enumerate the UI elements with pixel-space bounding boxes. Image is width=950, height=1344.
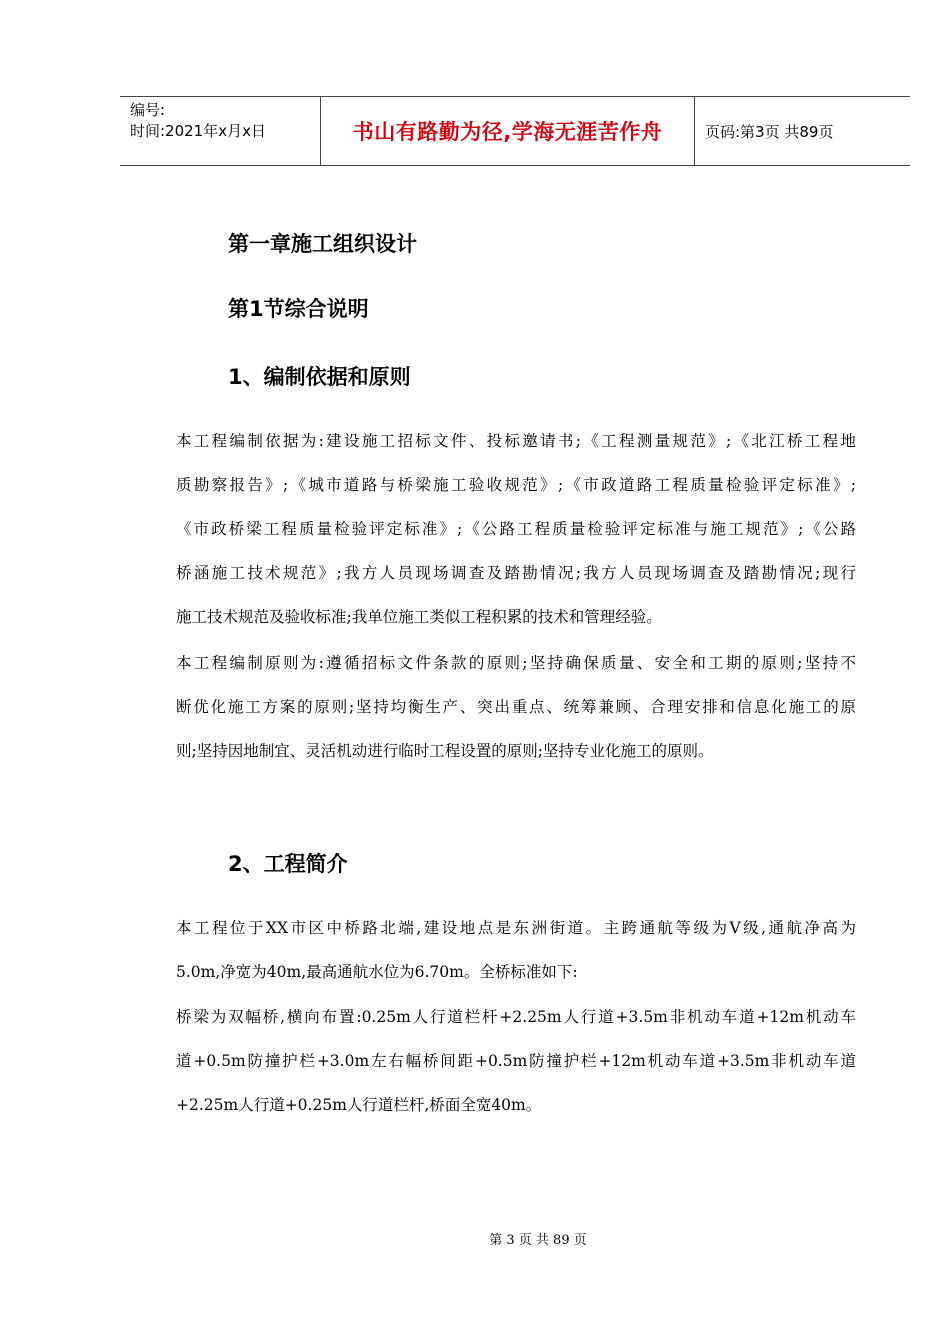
paragraph-principles (176, 641, 856, 773)
paragraph-overview (176, 906, 856, 994)
paragraph-line: 本工程位于XX市区中桥路北端,建设地点是东洲街道。主跨通航等级为V级,通航净高为 (176, 919, 856, 937)
paragraph-line: 5.0m,净宽为40m,最高通航水位为6.70m。全桥标准如下: (176, 963, 578, 981)
paragraph-line: 本工程编制依据为:建设施工招标文件、投标邀请书;《工程测量规范》;《北江桥工程地 (176, 432, 856, 450)
paragraph-line: 桥梁为双幅桥,横向布置:0.25m人行道栏杆+2.25m人行道+3.5m非机动车道+12m机动车 (176, 1008, 856, 1026)
document-header (120, 96, 910, 166)
footer-page-number: 第 3 页 共 89 页 (489, 1233, 587, 1248)
paragraph-line: 则;坚持因地制宜、灵活机动进行临时工程设置的原则;坚持专业化施工的原则。 (176, 742, 714, 760)
paragraph-line: 《市政桥梁工程质量检验评定标准》;《公路工程质量检验评定标准与施工规范》;《公路 (176, 520, 856, 538)
subsection-heading-2: 2、工程简介 (228, 852, 348, 876)
page-footer (0, 1229, 950, 1248)
paragraph-bridge-layout (176, 995, 856, 1127)
header-page-label: 页码:第3页 共89页 (705, 122, 834, 141)
header-motto: 书山有路勤为径,学海无涯苦作舟 (321, 97, 695, 165)
paragraph-line: +2.25m人行道+0.25m人行道栏杆,桥面全宽40m。 (176, 1096, 542, 1114)
subsection-heading-1: 1、编制依据和原则 (228, 365, 411, 389)
paragraph-line: 本工程编制原则为:遵循招标文件条款的原则;坚持确保质量、安全和工期的原则;坚持不 (176, 654, 856, 672)
paragraph-line: 施工技术规范及验收标准;我单位施工类似工程积累的技术和管理经验。 (176, 608, 662, 626)
chapter-heading: 第一章施工组织设计 (228, 232, 417, 256)
paragraph-basis (176, 419, 856, 639)
time-label: 时间:2021年x月x日 (130, 122, 266, 140)
paragraph-line: 质勘察报告》;《城市道路与桥梁施工验收规范》;《市政道路工程质量检验评定标准》; (176, 476, 856, 494)
section-heading: 第1节综合说明 (228, 297, 369, 321)
paragraph-line: 桥涵施工技术规范》;我方人员现场调查及踏勘情况;我方人员现场调查及踏勘情况;现行 (176, 564, 856, 582)
paragraph-line: 断优化施工方案的原则;坚持均衡生产、突出重点、统筹兼顾、合理安排和信息化施工的原 (176, 698, 856, 716)
header-info-cell (120, 97, 321, 165)
number-label: 编号: (130, 101, 166, 119)
paragraph-line: 道+0.5m防撞护栏+3.0m左右幅桥间距+0.5m防撞护栏+12m机动车道+3.5m非机动车道 (176, 1052, 856, 1070)
